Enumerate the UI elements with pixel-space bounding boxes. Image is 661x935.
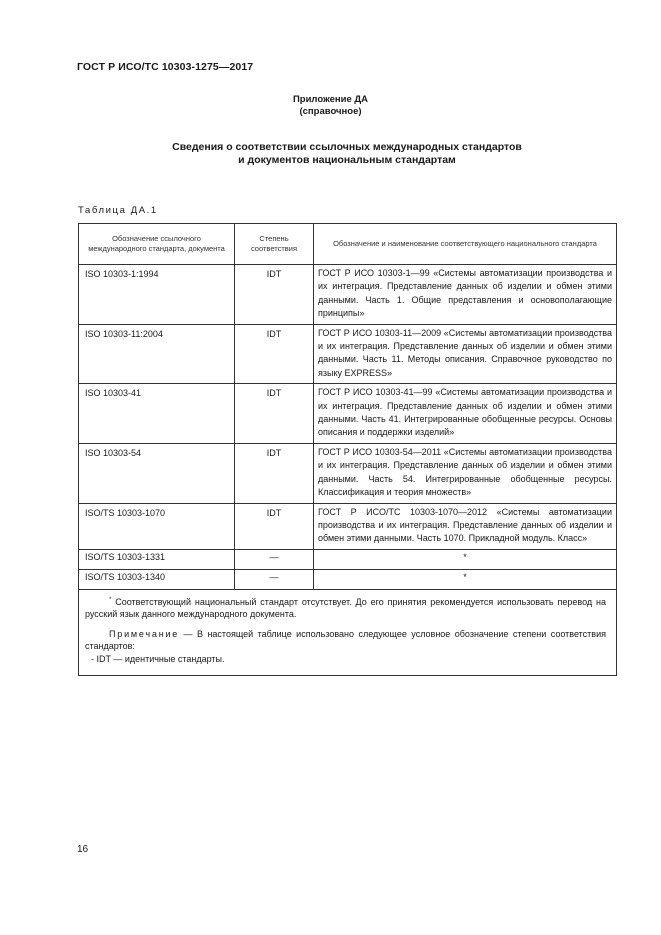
degree-value: IDT (235, 265, 314, 325)
national-standard-desc: ГОСТ Р ИСО/ТС 10303-1070—2012 «Системы автоматизации производства и их интеграция. Представление данных об изделии и обмен этими данными. Часть 1070. Прикладной модуль. Класс» (314, 503, 617, 549)
note-text: — В настоящей таблице использовано следующее условное обозначение степени соответствия стандартов: (85, 628, 606, 652)
footnote (85, 594, 606, 621)
appendix-label: Приложение ДА (292, 94, 369, 105)
page-number: 16 (77, 844, 89, 855)
international-code: ISO/TS 10303-1331 (79, 549, 235, 569)
section-title-line2: и документов национальным стандартам (238, 154, 456, 166)
degree-value: IDT (235, 503, 314, 549)
national-standard-desc: ГОСТ Р ИСО 10303-41—99 «Системы автоматизации производства и их интеграция. Представление данных об изделии и обмен этими данными. Часть 41. Интегрированные обобщенные ресурсы. Основы описания и поддержки изделий» (314, 384, 617, 444)
footnote-mark: * (109, 596, 112, 603)
international-code: ISO/TS 10303-1070 (79, 503, 235, 549)
correspondence-table (78, 223, 617, 676)
degree-value: — (235, 569, 314, 589)
degree-value: IDT (235, 324, 314, 384)
national-standard-desc: * (314, 569, 617, 589)
degree-value: IDT (235, 443, 314, 503)
international-code: ISO 10303-1:1994 (79, 265, 235, 325)
table-footnotes (79, 589, 617, 676)
table-caption: Таблица ДА.1 (78, 205, 158, 216)
note-label: Примечание (109, 628, 180, 639)
section-title-line1: Сведения о соответствии ссылочных международных стандартов (172, 141, 522, 153)
header-national-standard: Обозначение и наименование соответствующего национального стандарта (314, 224, 617, 265)
section-title (0, 141, 661, 167)
degree-value: — (235, 549, 314, 569)
national-standard-desc: ГОСТ Р ИСО 10303-54—2011 «Системы автоматизации производства и их интеграция. Представление данных об изделии и обмен этими данными. Часть 54. Интегрированные обобщенные ресурсы. Классификация и теория множеств» (314, 443, 617, 503)
document-header: ГОСТ Р ИСО/ТС 10303-1275—2017 (77, 61, 254, 73)
appendix-title (0, 94, 661, 117)
table-row (79, 265, 617, 325)
degree-value: IDT (235, 384, 314, 444)
table-row (79, 549, 617, 569)
table-header-row (79, 224, 617, 265)
note-item: - IDT — идентичные стандарты. (91, 653, 225, 664)
international-code: ISO/TS 10303-1340 (79, 569, 235, 589)
footnote-text: Соответствующий национальный стандарт отсутствует. До его принятия рекомендуется использовать перевод на русский язык данного международного документа. (85, 596, 606, 620)
international-code: ISO 10303-54 (79, 443, 235, 503)
national-standard-desc: ГОСТ Р ИСО 10303-1—99 «Системы автоматизации производства и их интеграция. Представление данных об изделии и обмен этими данными. Часть 1. Общие представления и основополагающие принципы» (314, 265, 617, 325)
international-code: ISO 10303-41 (79, 384, 235, 444)
table-footer-row (79, 589, 617, 676)
table-row (79, 443, 617, 503)
appendix-type: (справочное) (299, 105, 362, 117)
table-row (79, 503, 617, 549)
header-international-standard: Обозначение ссылочного международного стандарта, документа (79, 224, 235, 265)
header-degree: Степень соответствия (235, 224, 314, 265)
table-row (79, 569, 617, 589)
national-standard-desc: ГОСТ Р ИСО 10303-11—2009 «Системы автоматизации производства и их интеграция. Представление данных об изделии и обмен этими данными. Часть 11. Методы описания. Справочное руководство по языку EXPRESS» (314, 324, 617, 384)
note (85, 628, 606, 653)
table-row (79, 384, 617, 444)
table-row (79, 324, 617, 384)
national-standard-desc: * (314, 549, 617, 569)
international-code: ISO 10303-11:2004 (79, 324, 235, 384)
